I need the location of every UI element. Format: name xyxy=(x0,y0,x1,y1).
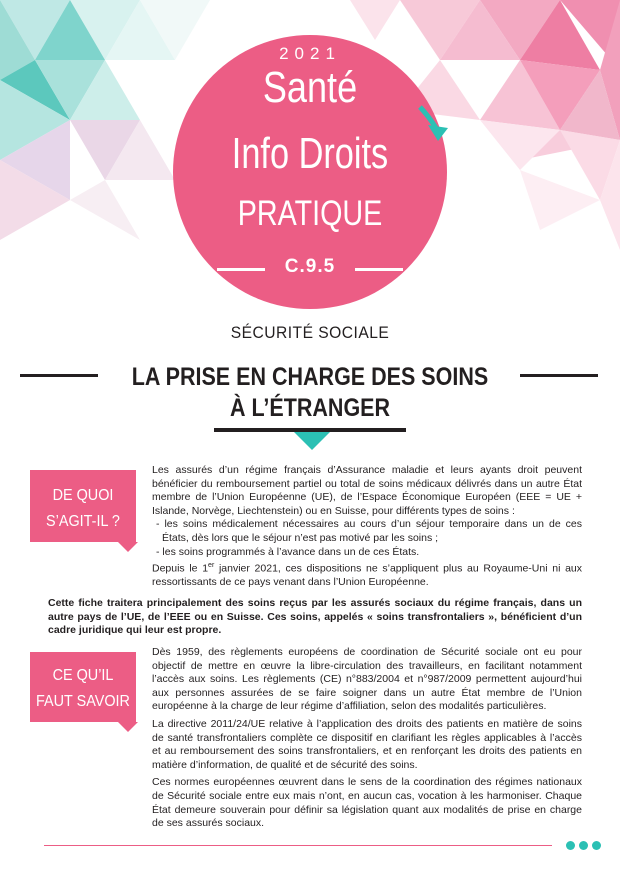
footer-dot xyxy=(579,841,588,850)
label-pointer xyxy=(118,542,138,552)
page-title-line1: LA PRISE EN CHARGE DES SOINS xyxy=(131,363,489,391)
block1-note xyxy=(152,559,582,590)
intro-bold-paragraph: Cette fiche traitera principalement des soins reçus par les assurés sociaux du régime français, dans un autre pays de l’UE, de l’EEE ou en Suisse. Ces soins, appelés « soins transfrontaliers », bénéficient d’un cadre juridique qui leur est propre. xyxy=(48,597,582,637)
label-de-quoi-line2: S’AGIT-IL ? xyxy=(46,513,120,530)
code-line-right xyxy=(355,268,403,271)
section-label: SÉCURITÉ SOCIALE xyxy=(230,323,390,342)
block1-note-sup: er xyxy=(208,562,215,570)
block2-paragraph: La directive 2011/24/UE relative à l’application des droits des patients en matière de soins de santé transfrontaliers complète ce dispositif en clarifiant les règles applicables à l’accès et au remboursement des soins transfrontaliers, et en renforçant les droits des patients en matière d’information, de qualité et de sécurité des soins. xyxy=(152,717,582,771)
block2-text xyxy=(152,646,582,835)
page-title-line2: À L’ÉTRANGER xyxy=(229,394,391,422)
block1-text xyxy=(152,464,582,594)
sheet-code: C.9.5 xyxy=(284,256,336,277)
block1-paragraph: Les assurés d’un régime français d’Assurance maladie et leurs ayants droit peuvent bénéficier du remboursement partiel ou total de soins médicaux délivrés dans un autre État membre de l’Union Européenne (UE), de l’Espace Économique Européen (EEE = UE + Islande, Norvège, Liechtenstein) ou en Suisse, pour différents types de soins : xyxy=(152,464,582,517)
title-info-droits: Info Droits xyxy=(231,129,389,178)
footer-dot xyxy=(592,841,601,850)
title-sante: Santé xyxy=(262,63,358,112)
label-ce-quil xyxy=(30,652,136,722)
title-pratique: PRATIQUE xyxy=(237,194,383,233)
block2-paragraph: Dès 1959, des règlements européens de coordination de Sécurité sociale ont eu pour objectif de mettre en œuvre la libre-circulation des travailleurs, en facilitant notamment l’accès aux soins. Les règlements (CE) n°883/2004 et n°987/2009 permettent aujourd’hui aux personnes assurées de se faire soigner dans un autre État membre de l’Union européenne à la charge de leur régime d’affiliation, selon des modalités particulières. xyxy=(152,646,582,713)
block1-note-start: Depuis le 1 xyxy=(152,562,209,575)
label-ce-quil-line2: FAUT SAVOIR xyxy=(36,693,130,710)
block1-note-end: janvier 2021, ces dispositions ne s’appliquent plus au Royaume-Uni ni aux ressortissants de ce pays venant dans l’Union Européenne. xyxy=(152,562,582,589)
label-pointer xyxy=(118,722,138,732)
label-ce-quil-line1: CE QU’IL xyxy=(52,667,114,684)
label-de-quoi-line1: DE QUOI xyxy=(52,487,114,504)
block1-bullet: - les soins médicalement nécessaires au cours d’un séjour temporaire dans un de ces États, dès lors que le séjour n’est pas motivé par les soins ; xyxy=(156,518,582,544)
page-title xyxy=(43,362,576,424)
block2-paragraph: Ces normes européennes œuvrent dans le sens de la coordination des régimes nationaux de Sécurité sociale entre eux mais n’ont, en aucun cas, vocation à les harmoniser. Chaque État demeure souverain pour définir sa législation quant aux modalités de prise en charge de ses assurés sociaux. xyxy=(152,776,582,830)
block1-bullet: - les soins programmés à l’avance dans un de ces États. xyxy=(156,545,420,558)
teal-triangle xyxy=(294,432,330,450)
year: 2021 xyxy=(279,44,341,63)
footer-dot xyxy=(566,841,575,850)
title-rule-right xyxy=(520,374,598,377)
footer-line xyxy=(44,845,552,846)
label-de-quoi xyxy=(30,470,136,542)
